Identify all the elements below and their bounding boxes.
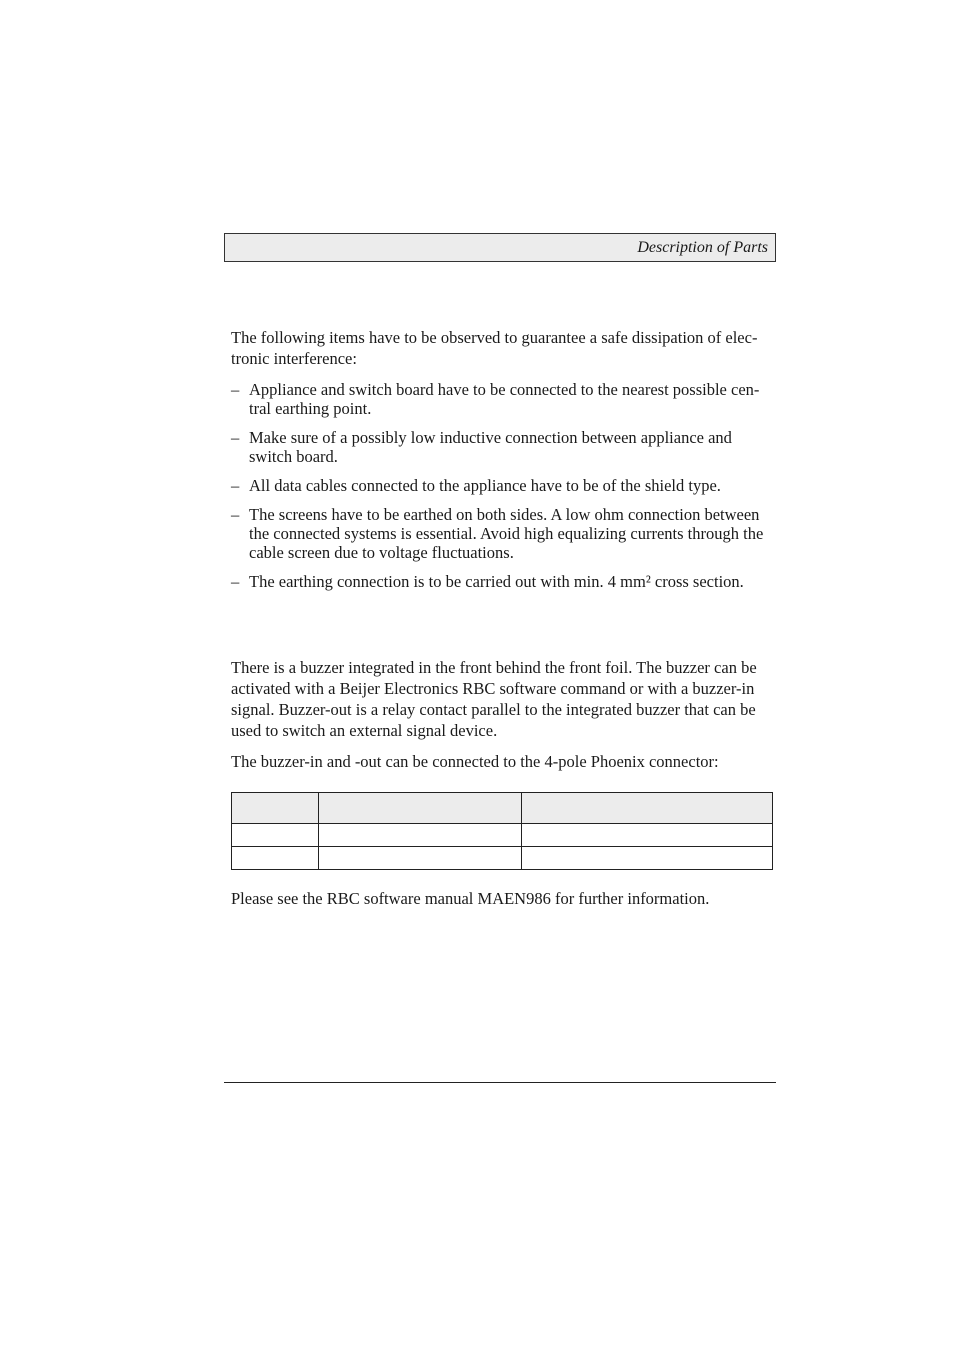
table-cell [522,824,773,847]
further-info-paragraph: Please see the RBC software manual MAEN986 for further information. [231,889,710,908]
table-cell [319,824,522,847]
buzzer-connector-paragraph: The buzzer-in and -out can be connected to the 4-pole Phoenix connector: [231,752,719,771]
bullet-dash: – [231,380,240,399]
table-header-cell [232,793,319,824]
page-header [224,233,776,262]
bullet-dash: – [231,476,240,495]
table-header-row [232,793,773,824]
list-item [231,428,776,466]
list-item [231,505,776,562]
buzzer-paragraph: There is a buzzer integrated in the front behind the front foil. The buzzer can be activated with a Beijer Electronics RBC software command or with a buzzer-in signal. Buzzer-out is a relay contact parallel to the integrated buzzer that can be used to switch an external signal device. [231,658,757,740]
list-item [231,476,776,495]
table-header-cell [522,793,773,824]
table-cell [232,824,319,847]
table-row [232,824,773,847]
header-title: Description of Parts [637,239,768,256]
bullet-dash: – [231,428,240,447]
bullet-text: The screens have to be earthed on both sides. A low ohm connection between the connected systems is essential. Avoid high equalizing currents through the cable screen due to voltage fluctuations. [249,505,764,562]
bullet-text: The earthing connection is to be carried out with min. 4 mm² cross section. [249,572,744,591]
list-item [231,572,776,591]
earthing-intro [231,327,776,369]
earthing-intro-line-1: The following items have to be observed to guarantee a safe dissipation of elec- [231,328,758,347]
table-cell [319,847,522,870]
footer-rule [224,1082,776,1083]
table-header-cell [319,793,522,824]
earthing-intro-line-2: tronic interference: [231,349,357,368]
bullet-text: All data cables connected to the appliance have to be of the shield type. [249,476,721,495]
table-cell [522,847,773,870]
bullet-dash: – [231,572,240,591]
bullet-dash: – [231,505,240,524]
table-cell [232,847,319,870]
list-item [231,380,776,418]
bullet-text: Make sure of a possibly low inductive connection between appliance and switch board. [249,428,732,466]
table-row [232,847,773,870]
bullet-text: Appliance and switch board have to be connected to the nearest possible cen-tral earthing point. [249,380,760,418]
connector-table [231,792,773,870]
